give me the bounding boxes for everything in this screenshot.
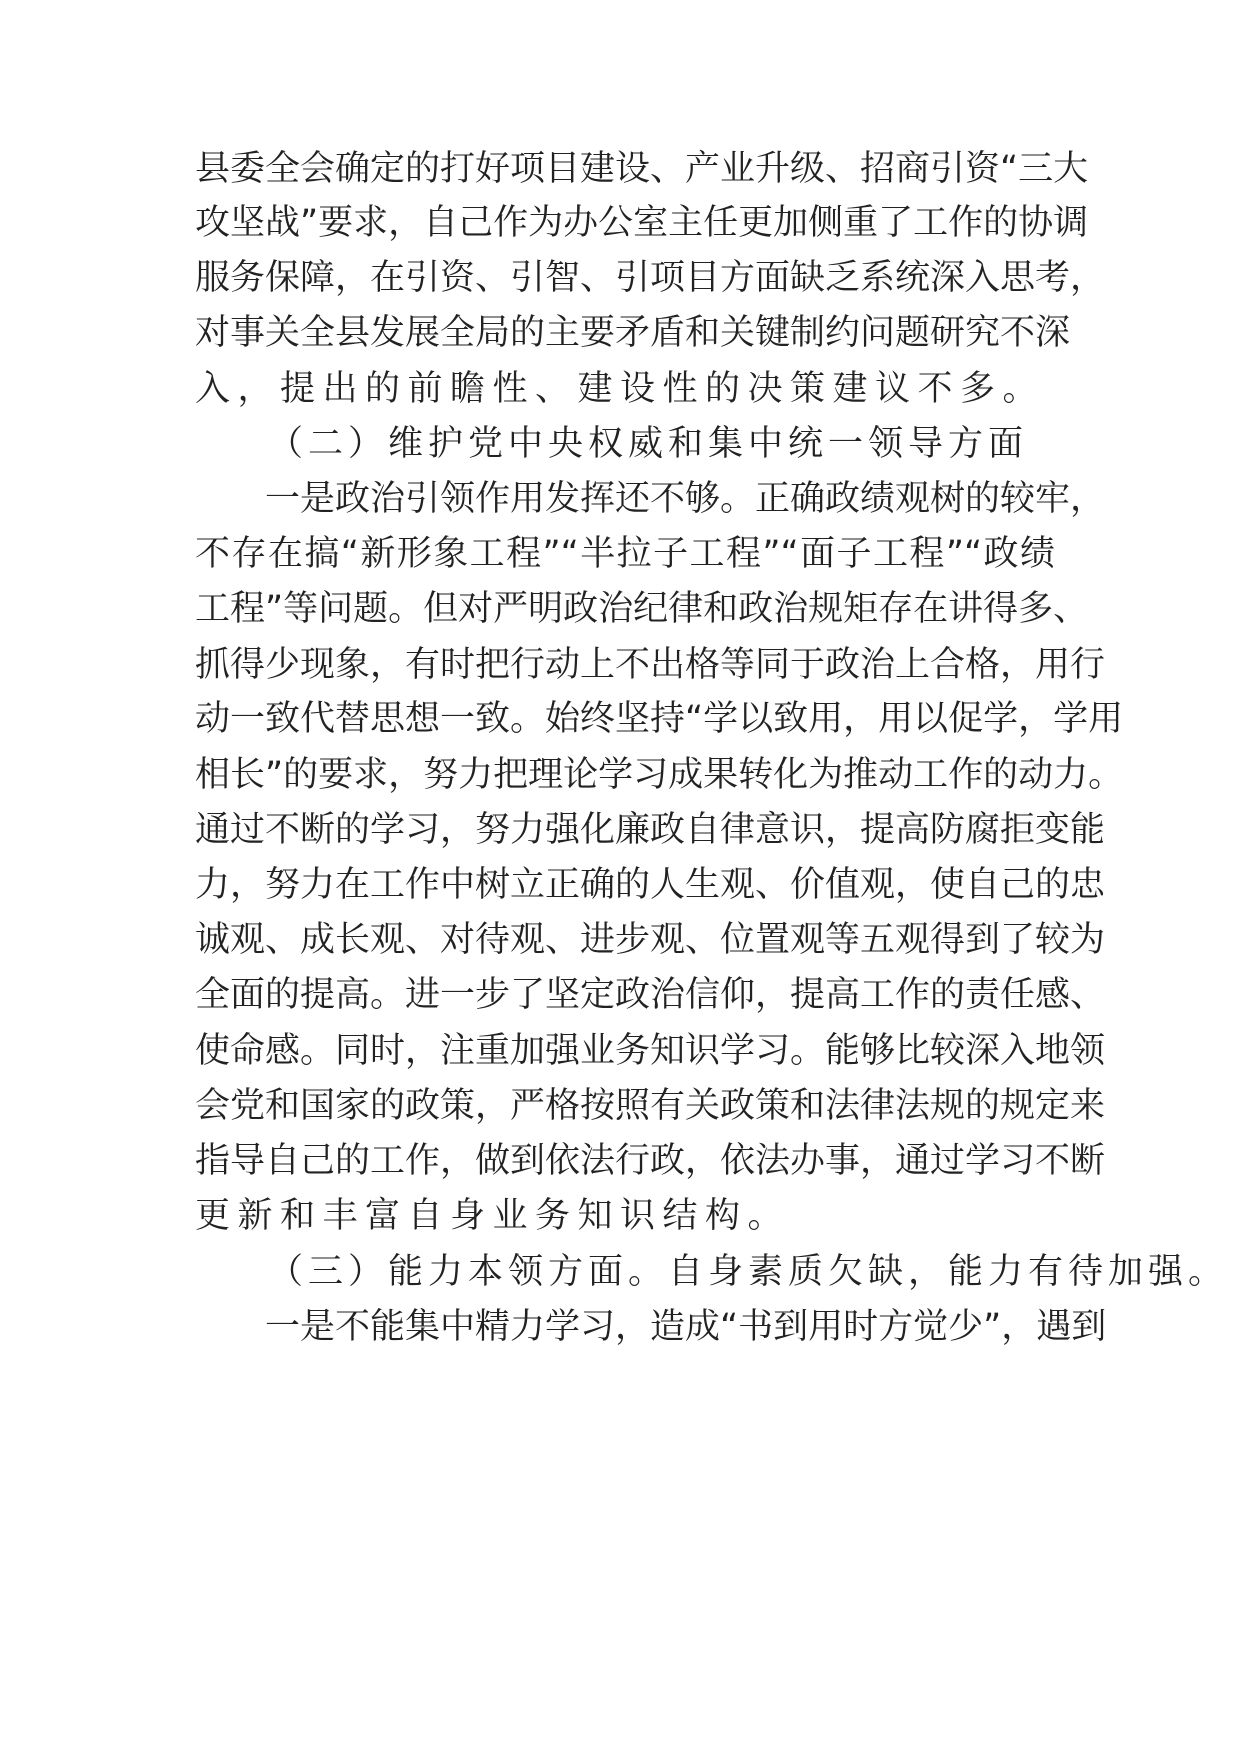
text-line: 县委全会确定的打好项目建设、产业升级、招商引资“三大 <box>195 149 1089 189</box>
text-line: 更新和丰富自身业务知识结构。 <box>195 1196 791 1236</box>
text-line: 指导自己的工作，做到依法行政，依法办事，通过学习不断 <box>195 1141 1106 1181</box>
text-line: 动一致代替思想一致。始终坚持“学以致用，用以促学，学用 <box>195 699 1124 739</box>
text-line: 诚观、成长观、对待观、进步观、位置观等五观得到了较为 <box>195 920 1106 960</box>
text-line: 抓得少现象，有时把行动上不出格等同于政治上合格，用行 <box>195 645 1106 685</box>
text-line: 对事关全县发展全局的主要矛盾和关键制约问题研究不深 <box>195 313 1071 353</box>
section-heading: （三）能力本领方面。自身素质欠缺，能力有待加强。 <box>268 1252 1229 1292</box>
text-line: 相长”的要求，努力把理论学习成果转化为推动工作的动力。 <box>195 755 1124 795</box>
text-line: 工程”等问题。但对严明政治纪律和政治规矩存在讲得多、 <box>195 589 1089 629</box>
section-heading: （二）维护党中央权威和集中统一领导方面 <box>268 424 1029 464</box>
text-line: 不存在搞“新形象工程”“半拉子工程”“面子工程”“政绩 <box>195 534 1055 574</box>
paragraph-first-line: 一是政治引领作用发挥还不够。正确政绩观树的较牢， <box>265 479 1106 519</box>
text-line: 会党和国家的政策，严格按照有关政策和法律法规的规定来 <box>195 1086 1106 1126</box>
text-line: 服务保障，在引资、引智、引项目方面缺乏系统深入思考， <box>195 258 1106 298</box>
text-line: 通过不断的学习，努力强化廉政自律意识，提高防腐拒变能 <box>195 810 1106 850</box>
paragraph-first-line: 一是不能集中精力学习，造成“书到用时方觉少”，遇到 <box>265 1307 1107 1347</box>
text-line: 使命感。同时，注重加强业务知识学习。能够比较深入地领 <box>195 1031 1106 1071</box>
text-line: 全面的提高。进一步了坚定政治信仰，提高工作的责任感、 <box>195 975 1106 1015</box>
text-line: 入，提出的前瞻性、建设性的决策建议不多。 <box>195 369 1046 409</box>
text-line: 力，努力在工作中树立正确的人生观、价值观，使自己的忠 <box>195 865 1106 905</box>
text-line: 攻坚战”要求，自己作为办公室主任更加侧重了工作的协调 <box>195 203 1089 243</box>
